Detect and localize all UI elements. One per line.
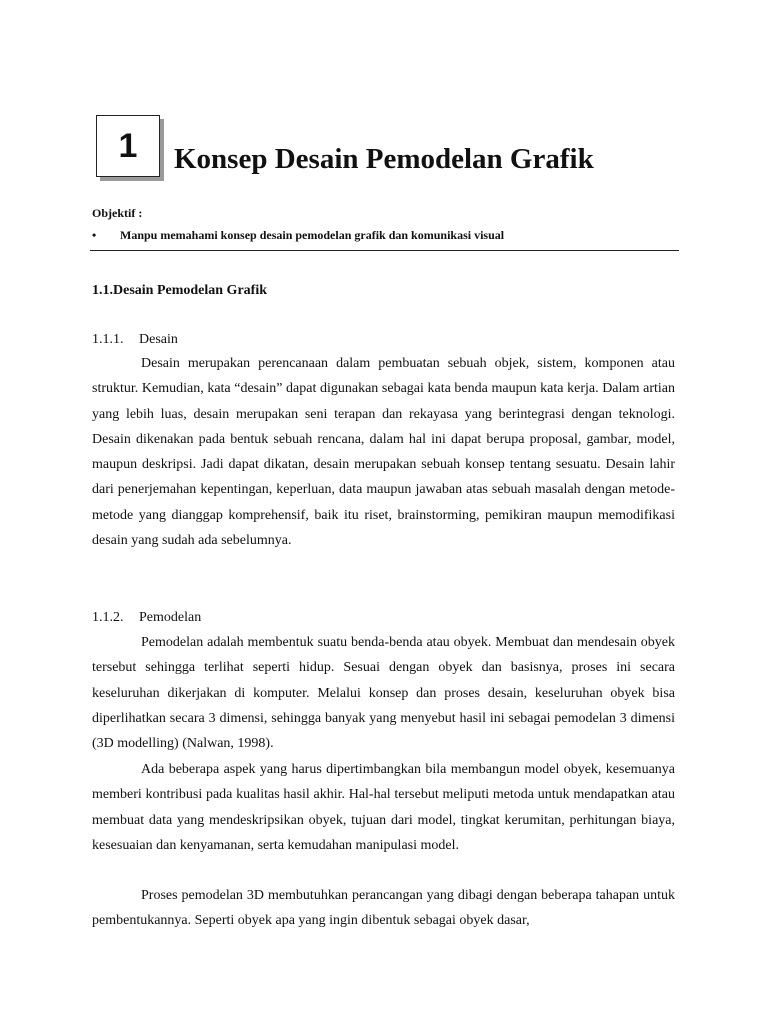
subsection-title: Pemodelan bbox=[139, 610, 202, 625]
subsection-number: 1.1.2. bbox=[92, 610, 124, 625]
chapter-title: Konsep Desain Pemodelan Grafik bbox=[174, 143, 594, 175]
objective-label: Objektif : bbox=[92, 206, 143, 220]
body-paragraph: Pemodelan adalah membentuk suatu benda-benda atau obyek. Membuat dan mendesain obyek tersebut sehingga terlihat seperti hidup. Sesuai dengan obyek dan basisnya, proses ini secara keseluruhan dikerjakan di komputer. Melalui konsep dan proses desain, keseluruhan obyek bisa diperlihatkan secara 3 dimensi, sehingga banyak yang menyebut hasil ini sebagai pemodelan 3 dimensi (3D modelling) (Nalwan, 1998). bbox=[92, 635, 675, 752]
bullet-icon: • bbox=[92, 228, 97, 242]
objective-item bbox=[92, 228, 504, 243]
chapter-number-box bbox=[96, 115, 160, 177]
body-paragraph: Desain merupakan perencanaan dalam pembuatan sebuah objek, sistem, komponen atau struktur. Kemudian, kata “desain” dapat digunakan sebagai kata benda maupun kata kerja. Dalam artian yang lebih luas, desain merupakan seni terapan dan rekayasa yang berintegrasi dengan teknologi. Desain dikenakan pada bentuk sebuah rencana, dalam hal ini dapat berupa proposal, gambar, model, maupun deskripsi. Jadi dapat dikatan, desain merupakan sebuah konsep tentang sesuatu. Desain lahir dari penerjemahan kepentingan, keperluan, data maupun jawaban atas sebuah masalah dengan metode-metode yang dianggap komprehensif, baik itu riset, brainstorming, pemikiran maupun memodifikasi desain yang sudah ada sebelumnya. bbox=[92, 356, 675, 549]
objective-text: Manpu memahami konsep desain pemodelan grafik dan komunikasi visual bbox=[120, 228, 505, 242]
chapter-number: 1 bbox=[118, 126, 138, 165]
body-paragraph: Ada beberapa aspek yang harus dipertimbangkan bila membangun model obyek, kesemuanya memberi kontribusi pada kualitas hasil akhir. Hal-hal tersebut meliputi metoda untuk mendapatkan atau membuat data yang mendeskripsikan obyek, tujuan dari model, tingkat kerumitan, perhitungan biaya, kesesuaian dan kenyamanan, serta kemudahan manipulasi model. bbox=[92, 762, 675, 853]
subsection-number: 1.1.1. bbox=[92, 332, 124, 347]
subsection-heading bbox=[92, 610, 201, 626]
subsection-heading bbox=[92, 332, 178, 348]
section-heading: 1.1.Desain Pemodelan Grafik bbox=[92, 283, 267, 298]
body-paragraph: Proses pemodelan 3D membutuhkan perancangan yang dibagi dengan beberapa tahapan untuk pembentukannya. Seperti obyek apa yang ingin dibentuk sebagai obyek dasar, bbox=[92, 888, 675, 929]
subsection-title: Desain bbox=[139, 332, 178, 347]
horizontal-divider bbox=[90, 250, 679, 251]
